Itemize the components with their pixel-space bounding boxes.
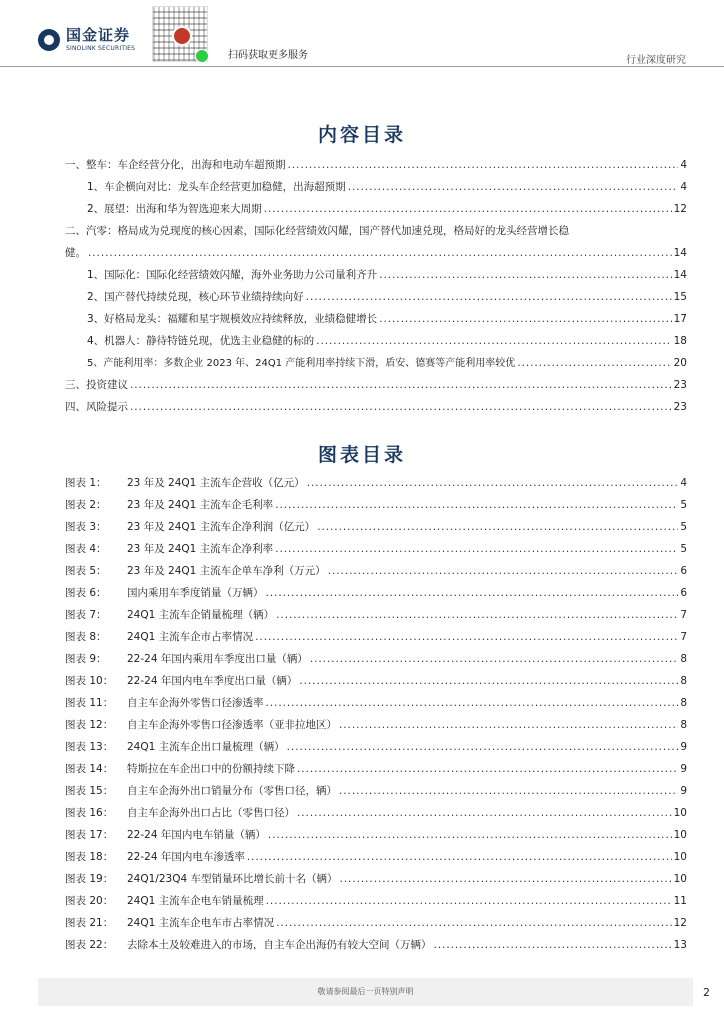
figure-entry[interactable]: 图表 2： 23 年及 24Q1 主流车企毛利率 . . . 5: [65, 494, 687, 516]
toc-entry[interactable]: 一、整车：车企经营分化，出海和电动车超预期 . . . 4: [65, 154, 687, 176]
toc-entry[interactable]: 3、好格局龙头：福耀和星宇规模效应持续释放，业绩稳健增长 . . . 17: [65, 308, 687, 330]
sinolink-logo: [38, 28, 135, 52]
toc-entry-continued[interactable]: 健。 . . . 14: [65, 242, 687, 264]
qr-center-logo-icon: [172, 26, 192, 46]
page-number: 2: [703, 986, 710, 999]
report-type-label: 行业深度研究: [626, 55, 686, 66]
figure-entry[interactable]: 图表 20： 24Q1 主流车企电车销量梳理 . . . 11: [65, 890, 687, 912]
figures-title: 图表目录: [317, 444, 406, 466]
wechat-badge-icon: [195, 49, 209, 63]
header-divider: [0, 66, 724, 67]
footer-bar: [38, 978, 693, 1006]
figure-entry[interactable]: 图表 9： 22-24 年国内乘用车季度出口量（辆） . . . 8: [65, 648, 687, 670]
toc-list: [65, 154, 687, 418]
toc-entry[interactable]: 二、汽零：格局成为兑现度的核心因素，国际化经营绩效闪耀，国产替代加速兑现，格局好的龙头经营增长稳: [65, 225, 569, 237]
figure-entry[interactable]: 图表 11： 自主车企海外零售口径渗透率 . . . 8: [65, 692, 687, 714]
figure-entry[interactable]: 图表 4： 23 年及 24Q1 主流车企净利率 . . . 5: [65, 538, 687, 560]
toc-entry[interactable]: 三、投资建议 . . . 23: [65, 374, 687, 396]
figure-entry[interactable]: 图表 12： 自主车企海外零售口径渗透率（亚非拉地区） . . . 8: [65, 714, 687, 736]
sinolink-logo-icon: [38, 29, 60, 51]
toc-entry[interactable]: 2、国产替代持续兑现，核心环节业绩持续向好 . . . 15: [65, 286, 687, 308]
figure-entry[interactable]: 图表 18： 22-24 年国内电车渗透率 . . . 10: [65, 846, 687, 868]
logo-chinese-name: 国金证券: [66, 26, 131, 44]
figure-entry[interactable]: 图表 22： 去除本土及较难进入的市场，自主车企出海仍有较大空间（万辆） . . . 13: [65, 934, 687, 956]
figure-entry[interactable]: 图表 7： 24Q1 主流车企销量梳理（辆） . . . 7: [65, 604, 687, 626]
figure-entry[interactable]: 图表 17： 22-24 年国内电车销量（辆） . . . 10: [65, 824, 687, 846]
footer-disclaimer: 敬请参阅最后一页特别声明: [317, 987, 414, 996]
figure-list: [65, 472, 687, 956]
figure-entry[interactable]: 图表 14： 特斯拉在车企出口中的份额持续下降 . . . 9: [65, 758, 687, 780]
figure-entry[interactable]: 图表 21： 24Q1 主流车企电车市占率情况 . . . 12: [65, 912, 687, 934]
logo-english-name: SINOLINK SECURITIES: [66, 45, 136, 52]
toc-entry[interactable]: 1、车企横向对比：龙头车企经营更加稳健，出海超预期 . . . 4: [65, 176, 687, 198]
figure-entry[interactable]: 图表 3： 23 年及 24Q1 主流车企净利润（亿元） . . . 5: [65, 516, 687, 538]
toc-title: 内容目录: [317, 124, 406, 146]
figure-entry[interactable]: 图表 8： 24Q1 主流车企市占率情况 . . . 7: [65, 626, 687, 648]
toc-entry[interactable]: 2、展望：出海和华为智选迎来大周期 . . . 12: [65, 198, 687, 220]
toc-entry[interactable]: 5、产能利用率：多数企业 2023 年、24Q1 产能利用率持续下滑，盾安、德赛等产能利用率较优 . . . 20: [65, 352, 687, 374]
toc-entry[interactable]: 四、风险提示 . . . 23: [65, 396, 687, 418]
figure-entry[interactable]: 图表 16： 自主车企海外出口占比（零售口径） . . . 10: [65, 802, 687, 824]
qr-code-icon[interactable]: [152, 6, 208, 62]
figure-entry[interactable]: 图表 5： 23 年及 24Q1 主流车企单车净利（万元） . . . 6: [65, 560, 687, 582]
figure-entry[interactable]: 图表 15： 自主车企海外出口销量分布（零售口径，辆） . . . 9: [65, 780, 687, 802]
figure-entry[interactable]: 图表 19： 24Q1/23Q4 车型销量环比增长前十名（辆） . . . 10: [65, 868, 687, 890]
figure-entry[interactable]: 图表 10： 22-24 年国内电车季度出口量（辆） . . . 8: [65, 670, 687, 692]
page-header: [0, 0, 724, 66]
qr-caption: 扫码获取更多服务: [228, 50, 308, 61]
toc-entry[interactable]: 4、机器人：静待特链兑现，优选主业稳健的标的 . . . 18: [65, 330, 687, 352]
figure-entry[interactable]: 图表 1： 23 年及 24Q1 主流车企营收（亿元） . . . 4: [65, 472, 687, 494]
figure-entry[interactable]: 图表 6： 国内乘用车季度销量（万辆） . . . 6: [65, 582, 687, 604]
toc-entry[interactable]: 1、国际化：国际化经营绩效闪耀，海外业务助力公司量利齐升 . . . 14: [65, 264, 687, 286]
figure-entry[interactable]: 图表 13： 24Q1 主流车企出口量梳理（辆） . . . 9: [65, 736, 687, 758]
